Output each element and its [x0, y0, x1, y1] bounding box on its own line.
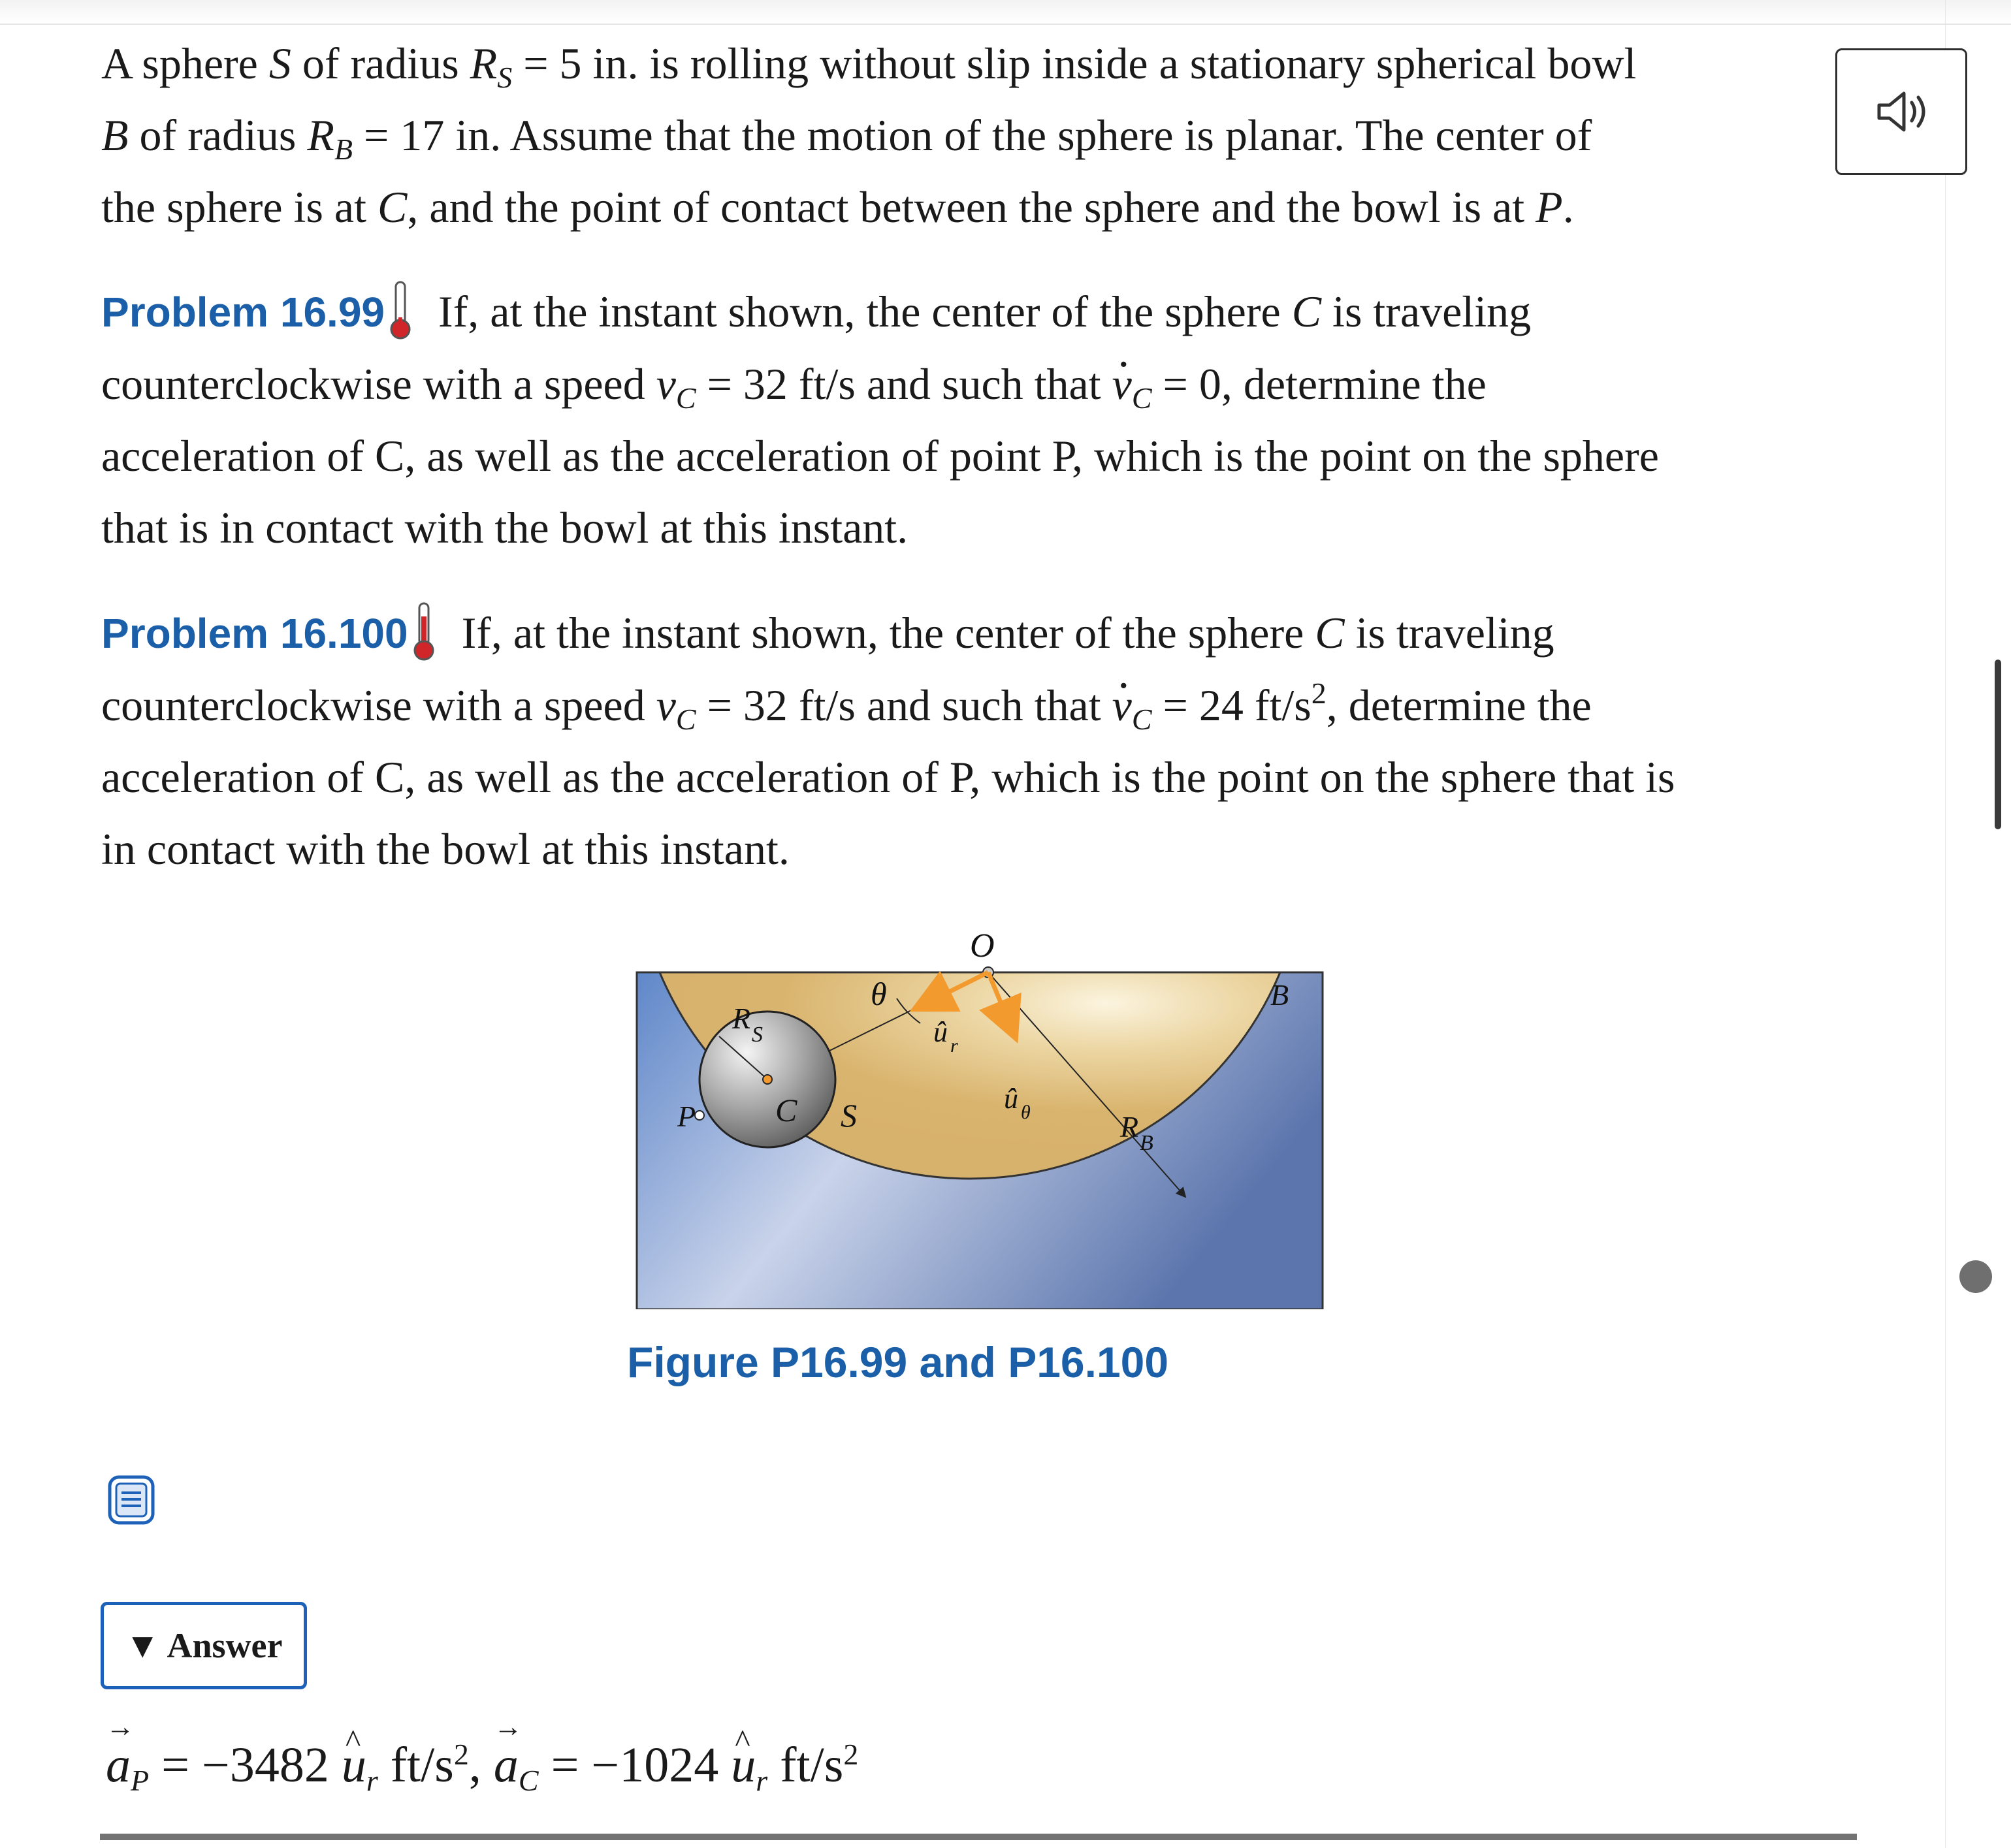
intro-line-2: B of radius $R_B = 17$ in. Assume that the motion of the sphere is planar. The center of	[101, 110, 1592, 166]
intro-line-1: A sphere S of radius $R_S = 5$ in. is rolling without slip inside a stationary spherical bowl	[101, 39, 1637, 94]
answer-divider	[100, 1834, 1857, 1840]
scrollbar-thumb[interactable]	[1995, 660, 2001, 829]
label-ur-sub: r	[950, 1035, 958, 1057]
label-rb: R	[1120, 1110, 1139, 1143]
problem-16-100-label: Problem 16.100	[101, 610, 408, 657]
intro-line-3: the sphere is at C, and the point of contact between the sphere and the bowl is at P.	[101, 182, 1574, 232]
label-theta: θ	[871, 976, 887, 1012]
answer-toggle-button[interactable]: ▼ Answer	[101, 1602, 307, 1689]
problem-16-99-line-3: acceleration of C, as well as the acceleration of point P, which is the point on the sphere	[101, 431, 1659, 481]
label-utheta: û	[1004, 1083, 1018, 1115]
scroll-indicator-dot[interactable]	[1959, 1260, 1992, 1293]
label-ur: û	[933, 1016, 948, 1048]
label-o: O	[970, 931, 995, 964]
figure-caption: Figure P16.99 and P16.100	[627, 1338, 1169, 1386]
intro-paragraph	[101, 27, 1865, 243]
problem-16-99-label: Problem 16.99	[101, 289, 385, 336]
problem-16-100-line-4: in contact with the bowl at this instant.	[101, 824, 790, 874]
problem-16-100	[101, 597, 1865, 885]
figure-sphere-in-bowl	[624, 931, 1329, 1309]
problem-16-100-line-1: Problem 16.100 If, at the instant shown, the center of the sphere C is traveling	[101, 597, 1865, 669]
problem-16-99-line-2: counterclockwise with a speed $v_C = 32$ ft/s and such that · $v_C = 0$, determine the	[101, 348, 1865, 420]
thermometer-low-icon	[389, 281, 412, 341]
label-rs-sub: S	[752, 1023, 763, 1047]
problem-16-100-line-3: acceleration of C, as well as the acceleration of P, which is the point on the sphere that is	[101, 752, 1675, 802]
notes-icon[interactable]	[106, 1474, 157, 1525]
problem-16-99-line-4: that is in contact with the bowl at this instant.	[101, 503, 909, 552]
label-rs: R	[732, 1002, 751, 1035]
scroll-track	[1945, 0, 1946, 1848]
problem-16-99	[101, 276, 1865, 564]
answer-text: → $a_P = -3482$ ^ $u_r$ $ft/s^2$, → $a_C = -1024$ ^ $u_r$ $ft/s^2$	[106, 1737, 858, 1794]
top-bar	[0, 0, 2011, 25]
label-c: C	[775, 1092, 797, 1128]
label-b: B	[1270, 978, 1289, 1012]
label-rb-sub: B	[1140, 1131, 1153, 1155]
label-s: S	[841, 1097, 857, 1134]
thermometer-high-icon	[412, 602, 436, 662]
label-utheta-sub: θ	[1021, 1102, 1031, 1123]
problem-16-99-line-1: Problem 16.99 If, at the instant shown, the center of the sphere C is traveling	[101, 276, 1865, 348]
label-p: P	[677, 1100, 696, 1133]
problem-16-100-line-2: counterclockwise with a speed $v_C = 32$ ft/s and such that · $v_C = 24$ $ft/s^2$, determine the	[101, 669, 1865, 741]
